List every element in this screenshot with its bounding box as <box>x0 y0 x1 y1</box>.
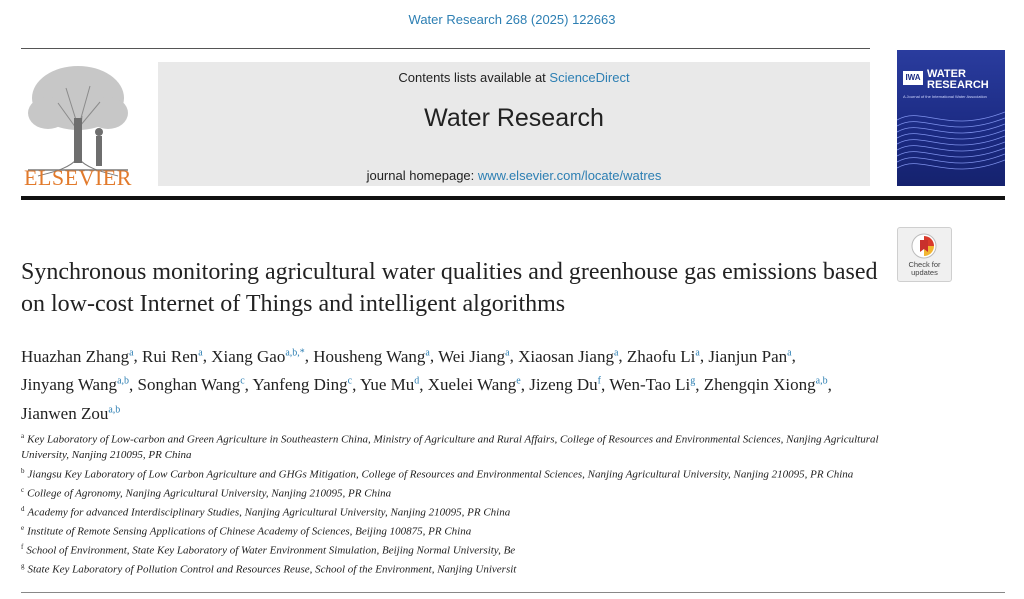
author-name-text: Zhengqin Xiong <box>703 375 816 395</box>
author-name[interactable] <box>21 375 129 394</box>
author-affiliation-marker[interactable]: d <box>414 375 420 387</box>
author-name-text: Jinyang Wang <box>21 375 118 395</box>
affiliation-item <box>21 559 881 578</box>
author-name[interactable] <box>313 347 430 366</box>
crossmark-line2: updates <box>911 268 938 277</box>
author-name[interactable] <box>438 347 510 366</box>
affiliation-text: School of Environment, State Key Laboratory of Water Environment Simulation, Beijing Normal University, Be <box>26 544 516 557</box>
affiliation-item <box>21 464 881 483</box>
author-name-text: Yanfeng Ding <box>252 375 348 395</box>
author-affiliation-marker[interactable]: a <box>198 347 203 358</box>
author-affiliation-marker[interactable]: c <box>347 375 353 387</box>
cover-waves-icon <box>897 100 1005 186</box>
publisher-name: ELSEVIER <box>24 165 132 190</box>
author-name-text: Housheng Wang <box>313 346 426 366</box>
article-title: Synchronous monitoring agricultural water qualities and greenhouse gas emissions based on low-cost Internet of Things and intelligent algorithms <box>21 259 878 317</box>
author-name[interactable] <box>627 347 700 366</box>
journal-cover[interactable] <box>897 50 1005 186</box>
author-name[interactable] <box>360 375 419 394</box>
affiliation-text: Institute of Remote Sensing Applications of Chinese Academy of Sciences, Beijing 100875, PR China <box>27 525 472 538</box>
author-name-text: Jizeng Du <box>529 375 598 395</box>
author-affiliation-marker[interactable]: f <box>597 375 602 387</box>
author-affiliation-marker[interactable]: c <box>240 375 245 387</box>
author-name[interactable] <box>138 375 245 394</box>
author-name-text: Xiaosan Jiang <box>518 346 614 366</box>
author-affiliation-marker[interactable]: a <box>787 347 792 358</box>
journal-homepage-link[interactable]: www.elsevier.com/locate/watres <box>477 168 662 183</box>
author-name-text: Yue Mu <box>359 375 415 395</box>
affiliation-key: f <box>21 543 24 552</box>
author-name[interactable] <box>211 347 305 366</box>
affiliation-text: Key Laboratory of Low-carbon and Green Agriculture in Southeastern China, Ministry of Agriculture and Rural Affairs, College of Resources and Environmental Sciences, Nanjing Agricultural University, Nanjing 210095, PR China <box>21 433 879 462</box>
journal-title: Water Research <box>424 104 604 132</box>
author-affiliation-marker[interactable]: a <box>129 347 134 358</box>
affiliation-item <box>21 429 881 464</box>
author-affiliation-marker[interactable]: e <box>516 375 521 387</box>
image-fade <box>580 540 690 576</box>
affiliation-text: College of Agronomy, Nanjing Agricultural University, Nanjing 210095, PR China <box>27 487 392 500</box>
author-affiliation-marker[interactable]: a <box>695 347 700 358</box>
author-name-text: Jianwen Zou <box>21 403 109 423</box>
cover-title-line1: WATER <box>927 68 966 80</box>
author-name-text: Songhan Wang <box>137 375 241 395</box>
cover-title <box>927 69 1003 91</box>
affiliation-key: e <box>21 524 25 533</box>
affiliation-item <box>21 521 881 540</box>
crossmark-icon <box>910 232 938 260</box>
author-affiliation-marker[interactable]: a,b <box>108 404 121 416</box>
author-affiliation-marker[interactable]: a,b,* <box>285 347 305 358</box>
author-list: Huazhan Zhang$^a$, Rui Ren$^a$, Xiang Gao$^{a,b,*}$, Housheng Wang$^a$, Wei Jiang$^a$, Xiaosan Jiang$^a$, Zhaofu Li$^a$, Jianjun Pan$^a$, Jinyang Wang$^{a,b}$, Songhan Wang$^c$, Yanfeng Ding$^c$, Yue Mu$^d$, Xuelei Wang$^e$, Jizeng Du$^f$, Wen-Tao Li$^g$, Zhengqin Xiong$^{a,b}$, Jianwen Zou$^{a,b}$ <box>21 346 832 423</box>
affiliation-text: Jiangsu Key Laboratory of Low Carbon Agriculture and GHGs Mitigation, College of Resources and Environmental Sciences, Nanjing Agricultural University, Nanjing 210095, PR China <box>27 468 854 481</box>
journal-homepage <box>158 168 870 183</box>
iwa-badge: IWA <box>903 71 923 85</box>
author-affiliation-marker[interactable]: a <box>613 347 619 358</box>
author-name-text: Wei Jiang <box>438 346 506 366</box>
contents-prefix: Contents lists available at <box>398 70 550 85</box>
author-name-text: Xiang Gao <box>211 346 286 366</box>
homepage-prefix: journal homepage: <box>366 168 478 183</box>
author-name-text: Zhaofu Li <box>626 346 696 366</box>
sciencedirect-link[interactable]: ScienceDirect <box>549 70 630 85</box>
author-name-text: Huazhan Zhang <box>21 346 130 366</box>
journal-citation[interactable]: Water Research 268 (2025) 122663 <box>408 12 616 27</box>
author-name[interactable] <box>142 347 203 366</box>
affiliation-key: b <box>21 466 25 475</box>
author-name-text: Rui Ren <box>142 346 199 366</box>
cover-subtitle: A Journal of the International Water Association <box>903 94 987 99</box>
author-name[interactable] <box>253 375 353 394</box>
author-affiliation-marker[interactable]: g <box>690 375 696 387</box>
footer-divider <box>21 592 1005 593</box>
affiliation-key: a <box>21 432 25 440</box>
affiliation-text: Academy for advanced Interdisciplinary Studies, Nanjing Agricultural University, Nanjing 210095, PR China <box>27 506 511 519</box>
author-name[interactable] <box>704 375 828 394</box>
affiliation-item <box>21 540 881 559</box>
cover-title-line2: RESEARCH <box>927 79 989 91</box>
contents-availability <box>158 70 870 85</box>
author-name[interactable] <box>21 404 120 423</box>
crossmark-line1: Check for <box>908 260 941 269</box>
affiliation-key: g <box>21 562 25 571</box>
author-name-text: Jianjun Pan <box>708 346 788 366</box>
affiliation-key: c <box>21 485 25 494</box>
journal-masthead <box>158 62 870 186</box>
author-name[interactable] <box>609 375 695 394</box>
author-affiliation-marker[interactable]: a <box>425 347 430 358</box>
affiliation-item <box>21 483 881 502</box>
check-for-updates-button[interactable] <box>897 227 952 282</box>
author-name[interactable] <box>529 375 601 394</box>
affiliation-item <box>21 502 881 521</box>
author-name[interactable] <box>518 347 618 366</box>
author-name-text: Wen-Tao Li <box>609 375 691 395</box>
affiliation-text: State Key Laboratory of Pollution Control and Resources Reuse, School of the Environment, Nanjing Universit <box>27 564 517 577</box>
author-name[interactable] <box>708 347 791 366</box>
masthead-divider <box>21 196 1005 200</box>
affiliation-key: d <box>21 504 25 513</box>
author-name[interactable] <box>21 347 134 366</box>
author-affiliation-marker[interactable]: a <box>505 347 510 358</box>
crossmark-label <box>898 261 951 277</box>
author-affiliation-marker[interactable]: a,b <box>117 375 130 387</box>
affiliation-list <box>21 429 881 579</box>
author-name[interactable] <box>428 375 521 394</box>
author-affiliation-marker[interactable]: a,b <box>815 375 828 387</box>
author-name-text: Xuelei Wang <box>427 375 517 395</box>
header-divider <box>21 48 870 49</box>
